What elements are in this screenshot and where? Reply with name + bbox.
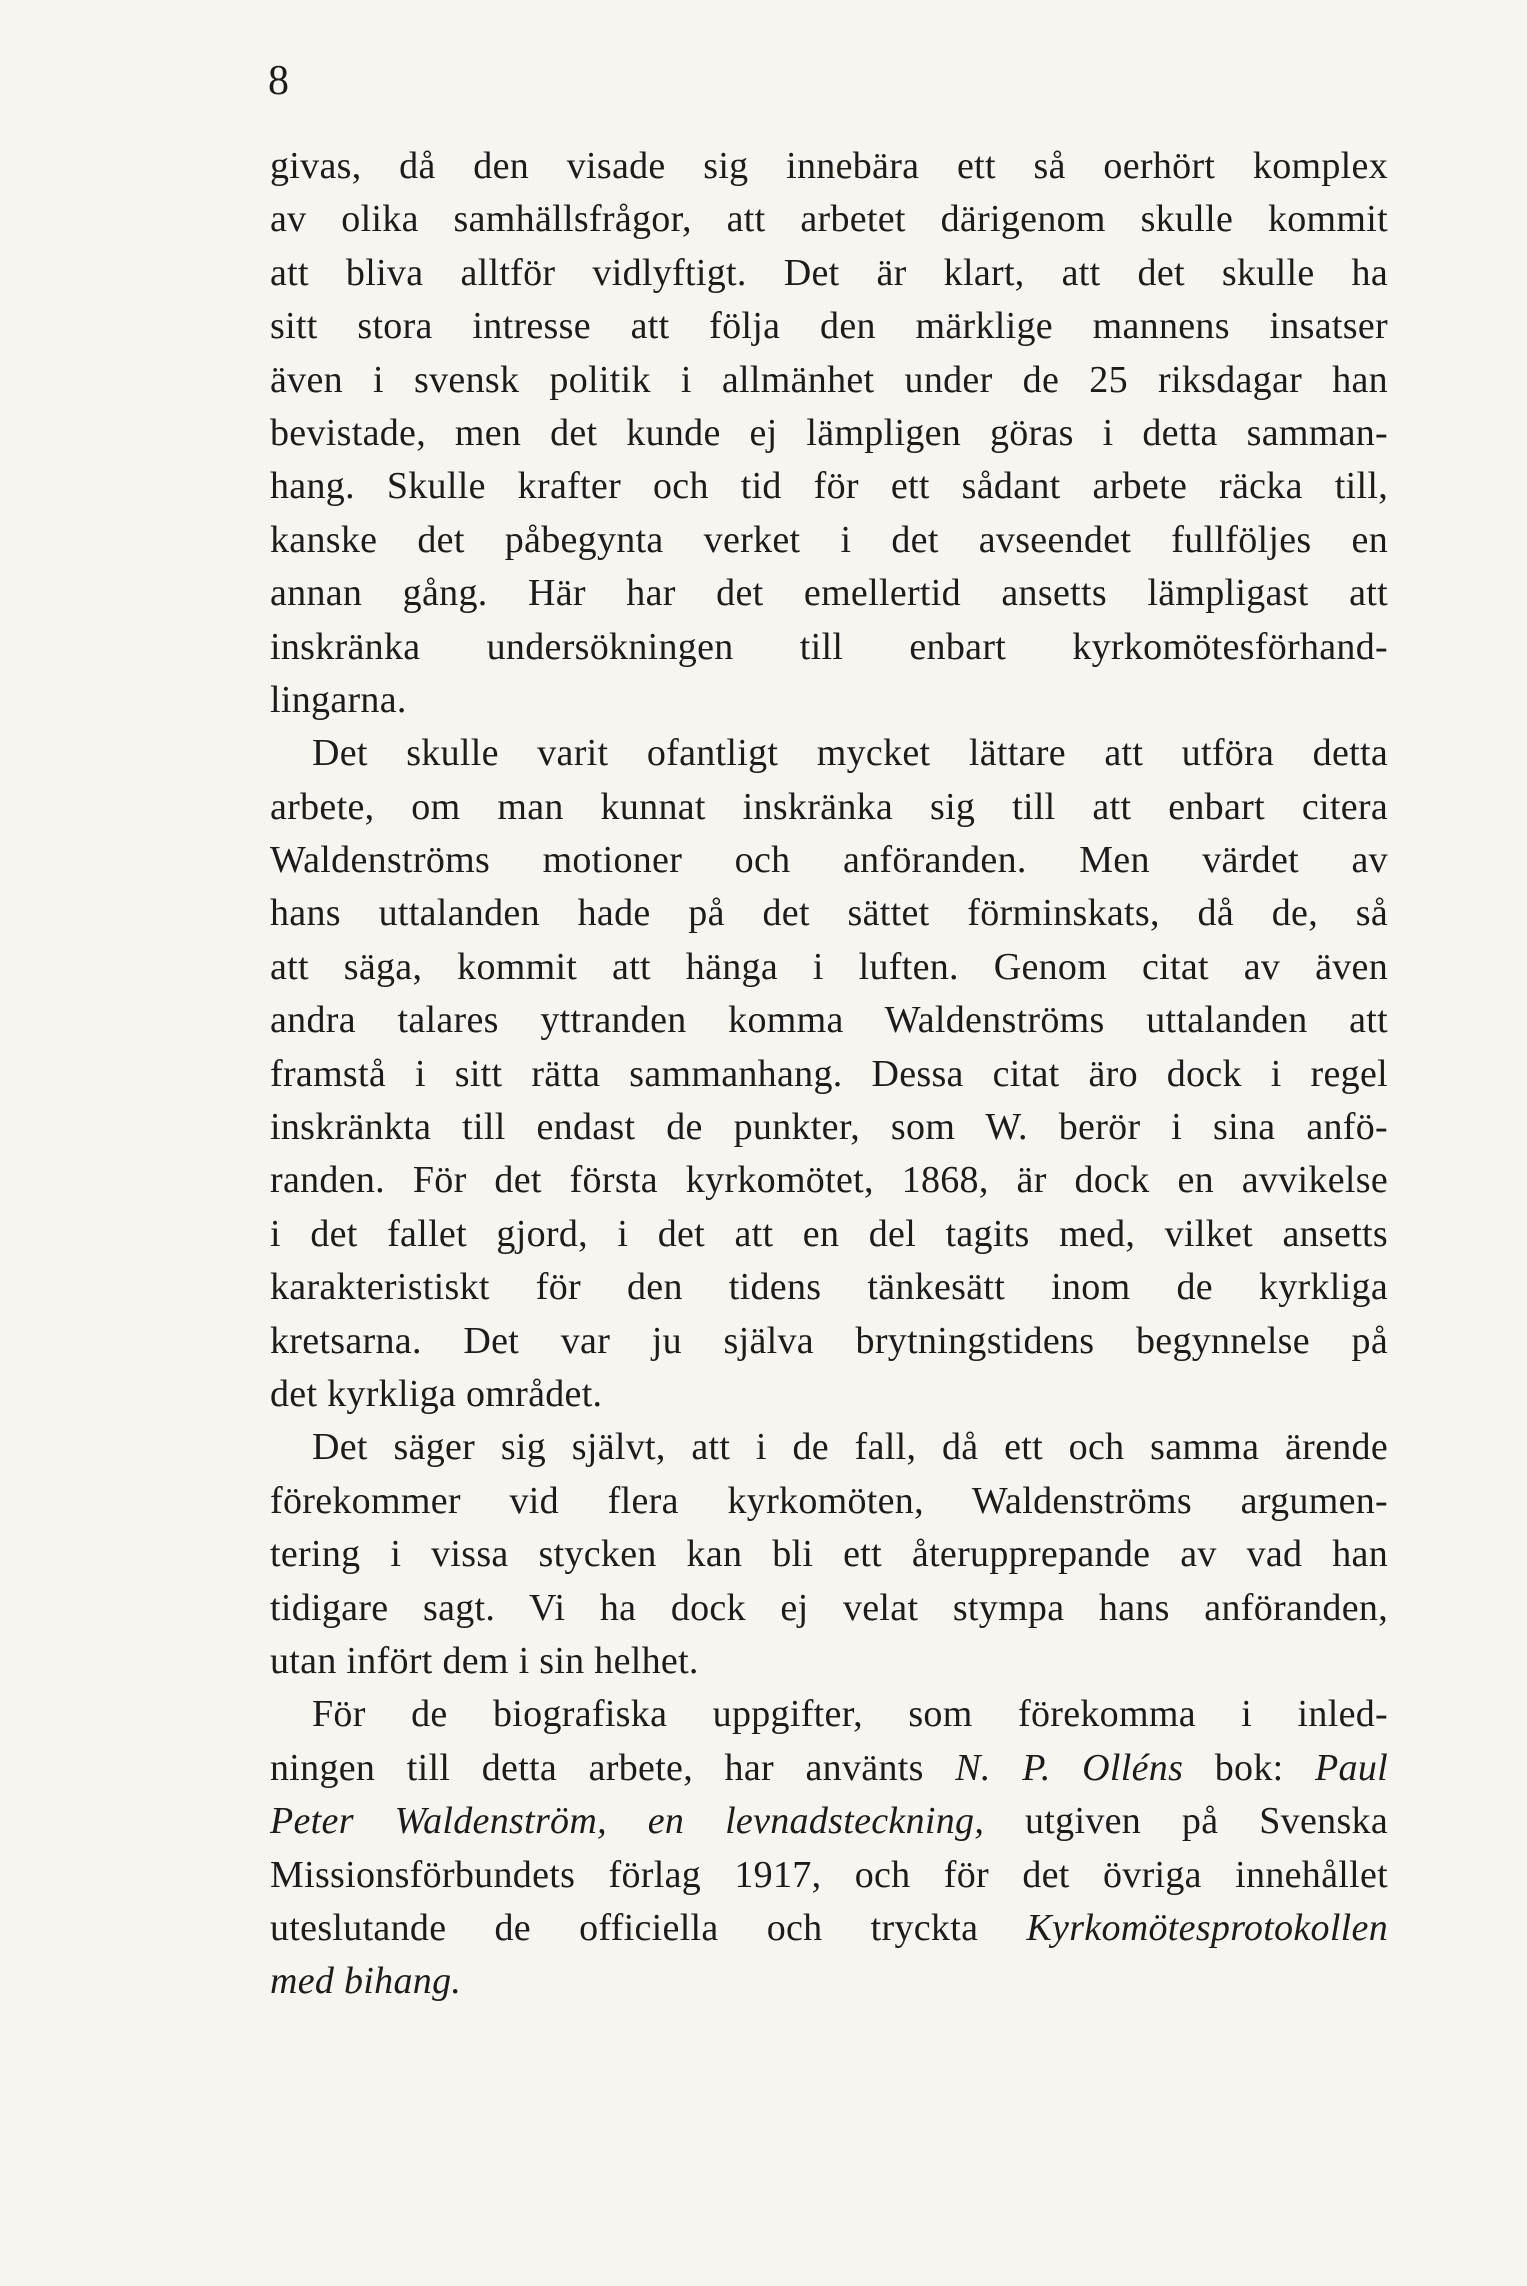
text-line: att bliva alltför vidlyftigt. Det är klart, att det skulle ha (270, 251, 1388, 294)
text-line: givas, då den visade sig innebära ett så oerhört komplex (270, 145, 1388, 187)
page-number: 8 (268, 58, 289, 104)
text-line (270, 1955, 1388, 2008)
text-line: förekommer vid flera kyrkomöten, Waldenströms argumen- (270, 1479, 1388, 1522)
text-line: andra talares yttranden komma Waldenströms uttalanden att (270, 999, 1388, 1042)
text-line: karakteristiskt för den tidens tänkesätt inom de kyrkliga (270, 1266, 1388, 1309)
book-title-cont: Peter Waldenström, en levnadsteckning, (270, 1800, 985, 1843)
text-line: kanske det påbegynta verket i det avseendet fullföljes en (270, 518, 1388, 561)
text-line: lingarna. (270, 678, 407, 721)
author-name: N. P. Olléns (955, 1746, 1184, 1789)
body-lines (270, 140, 1388, 1688)
text-line: Det säger sig självt, att i de fall, då ett och samma ärende (312, 1426, 1388, 1469)
text-line: kretsarna. Det var ju själva brytningstidens begynnelse på (270, 1319, 1388, 1362)
paragraph-sources (270, 1688, 1388, 2008)
text-line: framstå i sitt rätta sammanhang. Dessa citat äro dock i regel (270, 1052, 1388, 1095)
text-line: i det fallet gjord, i det att en del tagits med, vilket ansetts (270, 1212, 1388, 1255)
text-line: av olika samhällsfrågor, att arbetet därigenom skulle kommit (270, 198, 1388, 241)
text-line: ningen till detta arbete, har använts N. P. Olléns bok: Paul (270, 1746, 1389, 1789)
body-text (270, 140, 1388, 2009)
text-line: tidigare sagt. Vi ha dock ej velat stympa hans anföranden, (270, 1586, 1388, 1629)
text-line: Peter Waldenström, en levnadsteckning, utgiven på Svenska (270, 1800, 1388, 1843)
protocol-title: Kyrkomötesprotokollen (1026, 1906, 1388, 1949)
text-line: även i svensk politik i allmänhet under de 25 riksdagar han (270, 358, 1388, 401)
text-line: Det skulle varit ofantligt mycket lättare att utföra detta (312, 732, 1388, 775)
text-line: att säga, kommit att hänga i luften. Genom citat av även (270, 945, 1388, 988)
text-line: tering i vissa stycken kan bli ett återupprepande av vad han (270, 1533, 1388, 1576)
text-line: arbete, om man kunnat inskränka sig till att enbart citera (270, 785, 1388, 828)
text-line: det kyrkliga området. (270, 1372, 603, 1415)
text-line: bevistade, men det kunde ej lämpligen göras i detta samman- (270, 411, 1388, 454)
text-line: annan gång. Här har det emellertid ansetts lämpligast att (270, 572, 1388, 615)
text-line: hang. Skulle krafter och tid för ett sådant arbete räcka till, (270, 465, 1388, 508)
text-line: inskränkta till endast de punkter, som W. berör i sina anfö- (270, 1106, 1388, 1149)
text-line: hans uttalanden hade på det sättet förminskats, då de, så (270, 892, 1388, 935)
text-line: Missionsförbundets förlag 1917, och för det övriga innehållet (270, 1853, 1388, 1896)
text-line: Waldenströms motioner och anföranden. Men värdet av (270, 839, 1388, 882)
text-line: utan infört dem i sin helhet. (270, 1639, 699, 1682)
text-line: För de biografiska uppgifter, som förekomma i inled- (312, 1693, 1388, 1736)
text-line: randen. För det första kyrkomötet, 1868, är dock en avvikelse (270, 1159, 1388, 1202)
text-line: uteslutande de officiella och tryckta Kyrkomötesprotokollen (270, 1906, 1388, 1949)
protocol-title-cont: med bihang. (270, 1960, 462, 2003)
book-title: Paul (1315, 1746, 1389, 1789)
text-line: inskränka undersökningen till enbart kyrkomötesförhand- (270, 625, 1388, 668)
text-line: sitt stora intresse att följa den märklige mannens insatser (270, 305, 1388, 348)
